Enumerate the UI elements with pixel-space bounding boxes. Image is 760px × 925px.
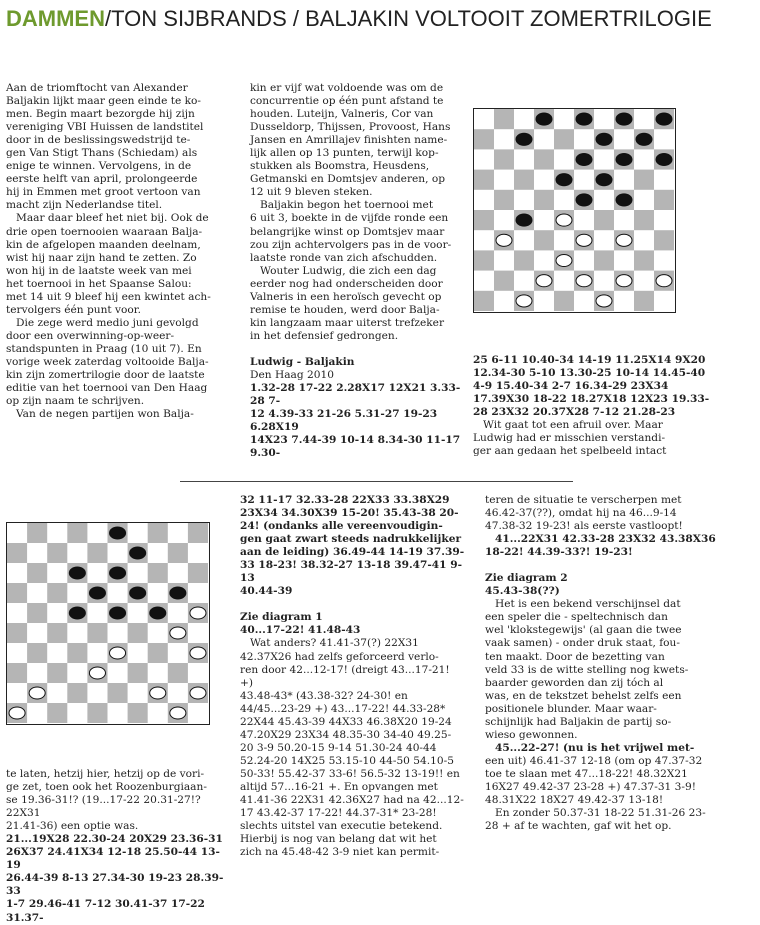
light-square bbox=[594, 109, 614, 130]
light-square bbox=[27, 663, 47, 683]
article-column-5 bbox=[240, 494, 466, 859]
light-square bbox=[27, 543, 47, 563]
light-square bbox=[474, 109, 494, 130]
light-square bbox=[574, 250, 594, 271]
light-square bbox=[168, 643, 188, 663]
dark-square bbox=[47, 623, 67, 643]
light-square bbox=[574, 170, 594, 191]
paragraph: Het is een bekend verschijnsel dat een speler die - speltechnisch dan wel 'klokstegewijs' (al gaan die twee vaak samen) - onder druk staat, fou- ten maakt. Door de bezetting van veld 33 is de witte stelling nog kwets- baarder geworden dan zij tóch al was, en de tekstzet behelst zelfs een positionele blunder. Maar waar- schijnlijk had Baljakin de partij so- wieso gewonnen. bbox=[485, 598, 689, 741]
light-square bbox=[654, 170, 674, 191]
light-square bbox=[87, 563, 107, 583]
game-location: Den Haag 2010 bbox=[250, 368, 334, 381]
black-piece bbox=[110, 607, 126, 619]
light-square bbox=[574, 129, 594, 150]
light-square bbox=[554, 271, 574, 292]
black-piece bbox=[616, 153, 632, 165]
paragraph: teren de situatie te verscherpen met 46.42-37(??), omdat hij na 46...9-14 47.38-32 19-23! als eerste vastloopt! bbox=[485, 494, 683, 533]
white-piece bbox=[656, 275, 672, 287]
light-square bbox=[67, 623, 87, 643]
paragraph: Baljakin begon het toernooi met 6 uit 3, boekte in de vijfde ronde een belangrijke winst op Domtsjev maar zou zijn achtervolgers pas in de voor- laatste ronde van zich afschudden. bbox=[250, 199, 452, 264]
dark-square bbox=[534, 149, 554, 170]
light-square bbox=[188, 583, 208, 603]
dark-square bbox=[7, 583, 27, 603]
dark-square bbox=[27, 523, 47, 543]
light-square bbox=[654, 210, 674, 231]
light-square bbox=[494, 250, 514, 271]
white-piece bbox=[576, 234, 592, 246]
game-moves: 40...17-22! 41.48-43 bbox=[240, 624, 361, 637]
light-square bbox=[188, 623, 208, 643]
dark-square bbox=[474, 170, 494, 191]
game-moves: 32 11-17 32.33-28 22X33 33.38X29 23X34 34.30X39 15-20! 35.43-38 20- 24! (ondanks alle vereenvoudigin- gen gaat zwart steeds nadrukkelijker aan de leiding) 36.49-44 14-19 37.39- 33 18-23! 38.32-27 13-18 39.47-41 9-13 40.44-39 bbox=[240, 494, 465, 598]
light-square bbox=[594, 190, 614, 211]
white-piece bbox=[536, 275, 552, 287]
light-square bbox=[128, 603, 148, 623]
light-square bbox=[188, 543, 208, 563]
diagram-2-reference: Zie diagram 2 bbox=[485, 572, 568, 585]
dark-square bbox=[494, 190, 514, 211]
light-square bbox=[7, 603, 27, 623]
dark-square bbox=[67, 643, 87, 663]
black-piece bbox=[596, 174, 612, 186]
light-square bbox=[87, 643, 107, 663]
white-piece bbox=[89, 667, 105, 679]
light-square bbox=[47, 563, 67, 583]
white-piece bbox=[110, 647, 126, 659]
game-moves: 25 6-11 10.40-34 14-19 11.25X14 9X20 12.34-30 5-10 13.30-25 10-14 14.45-40 4-9 15.40-34 2-7 16.34-29 23X34 17.39X30 18-22 18.27X18 12X23 19.33- 28 23X32 20.37X28 7-12 21.28-23 bbox=[473, 354, 710, 419]
white-piece bbox=[556, 214, 572, 226]
paragraph: Wat anders? 41.41-37(?) 22X31 42.37X26 had zelfs geforceerd verlo- ren door 42...12-17! (dreigt 43...17-21! +) 43.48-43* (43.38-32? 24-30! en 44/45...23-29 +) 43...17-22! 44.33-28* 22X44 45.43-39 44X33 46.38X20 19-24 47.20X29 23X34 48.35-30 34-40 49.25- 20 3-9 50.20-15 9-14 51.30-24 40-44 52.24-20 14X25 53.15-10 44-50 54.10-5 50-33! 55.42-37 33-6! 56.5-32 13-19!! en altijd 57...16-21 +. En opvangen met 41.41-36 22X31 42.36X27 had na 42...12- 17 43.42-37 17-22! 44.37-31* 23-28! slechts uitstel van executie betekend. Hierbij is nog van belang dat wit het zich na 45.48-42 3-9 niet kan permit- bbox=[240, 637, 464, 859]
light-square bbox=[67, 663, 87, 683]
dark-square bbox=[654, 190, 674, 211]
game-moves: 45.43-38(??) bbox=[485, 585, 560, 598]
black-piece bbox=[576, 153, 592, 165]
light-square bbox=[108, 543, 128, 563]
light-square bbox=[87, 683, 107, 703]
dark-square bbox=[654, 230, 674, 251]
light-square bbox=[148, 663, 168, 683]
black-piece bbox=[636, 133, 652, 145]
dark-square bbox=[188, 523, 208, 543]
light-square bbox=[108, 583, 128, 603]
paragraph: 45...22-27! (nu is het vrijwel met- een uit) 46.41-37 12-18 (om op 47.37-32 toe te slaan met 47...18-22! 48.32X21 16X27 49.42-37 23-28 +) 47.37-31 3-9! 48.31X22 18X27 49.42-37 13-18! bbox=[485, 741, 703, 807]
article-column-4 bbox=[6, 768, 232, 925]
dark-square bbox=[47, 543, 67, 563]
light-square bbox=[554, 230, 574, 251]
dark-square bbox=[7, 543, 27, 563]
dark-square bbox=[168, 663, 188, 683]
dark-square bbox=[87, 703, 107, 723]
black-piece bbox=[130, 547, 146, 559]
dark-square bbox=[494, 149, 514, 170]
dark-square bbox=[27, 643, 47, 663]
light-square bbox=[128, 563, 148, 583]
light-square bbox=[27, 703, 47, 723]
white-piece bbox=[29, 687, 45, 699]
black-piece bbox=[110, 527, 126, 539]
black-piece bbox=[596, 133, 612, 145]
dark-square bbox=[554, 129, 574, 150]
light-square bbox=[634, 149, 654, 170]
article-title: /TON SIJBRANDS / BALJAKIN VOLTOOIT ZOMERTRILOGIE bbox=[105, 6, 712, 31]
white-piece bbox=[9, 707, 25, 719]
light-square bbox=[7, 563, 27, 583]
light-square bbox=[148, 623, 168, 643]
dark-square bbox=[554, 291, 574, 311]
dark-square bbox=[494, 271, 514, 292]
article-column-2 bbox=[250, 82, 462, 460]
light-square bbox=[47, 603, 67, 623]
black-piece bbox=[69, 607, 85, 619]
black-piece bbox=[110, 567, 126, 579]
white-piece bbox=[556, 254, 572, 266]
page-header bbox=[6, 2, 712, 36]
dark-square bbox=[514, 170, 534, 191]
white-piece bbox=[616, 275, 632, 287]
paragraph: En zonder 50.37-31 18-22 51.31-26 23- 28 + af te wachten, gaf wit het op. bbox=[485, 807, 706, 833]
light-square bbox=[494, 291, 514, 311]
light-square bbox=[494, 129, 514, 150]
dark-square bbox=[148, 523, 168, 543]
light-square bbox=[188, 703, 208, 723]
light-square bbox=[108, 623, 128, 643]
light-square bbox=[7, 683, 27, 703]
light-square bbox=[534, 291, 554, 311]
light-square bbox=[168, 563, 188, 583]
light-square bbox=[654, 129, 674, 150]
light-square bbox=[168, 683, 188, 703]
light-square bbox=[654, 250, 674, 271]
light-square bbox=[108, 663, 128, 683]
light-square bbox=[7, 643, 27, 663]
dark-square bbox=[594, 250, 614, 271]
white-piece bbox=[170, 707, 186, 719]
white-piece bbox=[150, 687, 166, 699]
diagram-1-svg bbox=[474, 109, 674, 311]
light-square bbox=[574, 210, 594, 231]
paragraph: Maar daar bleef het niet bij. Ook de drie open toernooien waaraan Balja- kin de afgelopen maanden deelnam, wist hij naar zijn hand te zetten. Zo won hij in de laatste week van mei het toernooi in het Spaanse Salou: met 14 uit 9 bleef hij een kwintet ach- tervolgers één punt voor. bbox=[6, 212, 211, 316]
light-square bbox=[128, 523, 148, 543]
light-square bbox=[654, 291, 674, 311]
white-piece bbox=[170, 627, 186, 639]
dark-square bbox=[168, 543, 188, 563]
white-piece bbox=[496, 234, 512, 246]
white-piece bbox=[516, 295, 532, 307]
light-square bbox=[67, 703, 87, 723]
light-square bbox=[67, 583, 87, 603]
dark-square bbox=[67, 683, 87, 703]
paragraph: te laten, hetzij hier, hetzij op de vori- ge zet, toen ook het Roozenburgiaan- se 19.36-31!? (19...17-22 20.31-27!? 22X31 21.41-36) een optie was. bbox=[6, 768, 207, 833]
dark-square bbox=[148, 643, 168, 663]
dark-square bbox=[67, 523, 87, 543]
white-piece bbox=[596, 295, 612, 307]
black-piece bbox=[536, 113, 552, 125]
black-piece bbox=[576, 113, 592, 125]
light-square bbox=[574, 291, 594, 311]
black-piece bbox=[556, 174, 572, 186]
light-square bbox=[534, 170, 554, 191]
light-square bbox=[128, 683, 148, 703]
dark-square bbox=[634, 250, 654, 271]
black-piece bbox=[656, 113, 672, 125]
dark-square bbox=[534, 190, 554, 211]
light-square bbox=[634, 271, 654, 292]
light-square bbox=[7, 523, 27, 543]
game-moves: 1.32-28 17-22 2.28X17 12X21 3.33-28 7- 12 4.39-33 21-26 5.31-27 19-23 6.28X19 14X23 7.44-39 10-14 8.34-30 11-17 9.30- bbox=[250, 382, 461, 460]
light-square bbox=[594, 271, 614, 292]
dark-square bbox=[87, 623, 107, 643]
black-piece bbox=[130, 587, 146, 599]
white-piece bbox=[576, 275, 592, 287]
dark-square bbox=[7, 623, 27, 643]
light-square bbox=[474, 149, 494, 170]
light-square bbox=[614, 129, 634, 150]
black-piece bbox=[150, 607, 166, 619]
black-piece bbox=[616, 194, 632, 206]
article-column-1 bbox=[6, 82, 216, 421]
paragraph: kin er vijf wat voldoende was om de concurrentie op één punt afstand te houden. Luteijn, Valneris, Cor van Dusseldorp, Thijssen, Provoost, Hans Jansen en Amrillajev finishten name- lijk allen op 13 punten, terwijl kop- stukken als Boomstra, Heusdens, Getmanski en Domtsjev anderen, op 12 uit 9 bleven steken. bbox=[250, 82, 451, 199]
light-square bbox=[594, 230, 614, 251]
light-square bbox=[514, 109, 534, 130]
light-square bbox=[474, 271, 494, 292]
light-square bbox=[494, 210, 514, 231]
light-square bbox=[634, 230, 654, 251]
light-square bbox=[27, 583, 47, 603]
diagram-1-reference: Zie diagram 1 bbox=[240, 611, 323, 624]
white-piece bbox=[190, 687, 206, 699]
light-square bbox=[188, 663, 208, 683]
dark-square bbox=[594, 210, 614, 231]
white-piece bbox=[616, 234, 632, 246]
light-square bbox=[494, 170, 514, 191]
light-square bbox=[634, 109, 654, 130]
light-square bbox=[514, 230, 534, 251]
dark-square bbox=[514, 250, 534, 271]
black-piece bbox=[516, 214, 532, 226]
white-piece bbox=[190, 647, 206, 659]
game-moves: 21...19X28 22.30-24 20X29 23.36-31 26X37 24.41X34 12-18 25.50-44 13-19 26.44-39 8-13 27.34-30 19-23 28.39-33 1-7 29.46-41 7-12 30.41-37 17-22 31.37- bbox=[6, 833, 224, 924]
black-piece bbox=[656, 153, 672, 165]
light-square bbox=[514, 190, 534, 211]
game-moves: 41...22X31 42.33-28 23X32 43.38X36 18-22! 44.39-33?! 19-23! bbox=[485, 533, 716, 559]
light-square bbox=[594, 149, 614, 170]
dark-square bbox=[474, 291, 494, 311]
light-square bbox=[514, 271, 534, 292]
diagram-2-board bbox=[6, 522, 210, 725]
light-square bbox=[108, 703, 128, 723]
light-square bbox=[474, 190, 494, 211]
light-square bbox=[148, 583, 168, 603]
black-piece bbox=[69, 567, 85, 579]
article-column-6 bbox=[485, 494, 757, 833]
light-square bbox=[474, 230, 494, 251]
dark-square bbox=[108, 683, 128, 703]
dark-square bbox=[27, 603, 47, 623]
light-square bbox=[87, 523, 107, 543]
dark-square bbox=[148, 563, 168, 583]
light-square bbox=[168, 603, 188, 623]
dark-square bbox=[47, 703, 67, 723]
dark-square bbox=[87, 543, 107, 563]
dark-square bbox=[128, 703, 148, 723]
paragraph: Wit gaat tot een afruil over. Maar Ludwig had er misschien verstandi- ger aan gedaan het spelbeeld intact bbox=[473, 419, 667, 458]
light-square bbox=[87, 603, 107, 623]
paragraph: Wouter Ludwig, die zich een dag eerder nog had onderscheiden door Valneris in een heroïsch gevecht op remise te houden, werd door Balja- kin langzaam maar uiterst trefzeker in het defensief gedrongen. bbox=[250, 264, 445, 342]
light-square bbox=[614, 210, 634, 231]
light-square bbox=[554, 149, 574, 170]
light-square bbox=[634, 190, 654, 211]
dark-square bbox=[474, 210, 494, 231]
light-square bbox=[47, 523, 67, 543]
light-square bbox=[148, 543, 168, 563]
game-heading: Ludwig - Baljakin bbox=[250, 355, 355, 368]
light-square bbox=[554, 190, 574, 211]
light-square bbox=[614, 170, 634, 191]
black-piece bbox=[516, 133, 532, 145]
dark-square bbox=[634, 291, 654, 311]
dark-square bbox=[27, 563, 47, 583]
light-square bbox=[514, 149, 534, 170]
black-piece bbox=[616, 113, 632, 125]
light-square bbox=[148, 703, 168, 723]
dark-square bbox=[188, 563, 208, 583]
light-square bbox=[47, 683, 67, 703]
light-square bbox=[67, 543, 87, 563]
black-piece bbox=[576, 194, 592, 206]
light-square bbox=[27, 623, 47, 643]
dark-square bbox=[7, 663, 27, 683]
diagram-2-svg bbox=[7, 523, 208, 723]
dark-square bbox=[634, 170, 654, 191]
dark-square bbox=[634, 210, 654, 231]
dark-square bbox=[534, 230, 554, 251]
light-square bbox=[534, 250, 554, 271]
section-label: DAMMEN bbox=[6, 6, 105, 31]
light-square bbox=[534, 129, 554, 150]
light-square bbox=[614, 291, 634, 311]
dark-square bbox=[47, 663, 67, 683]
light-square bbox=[534, 210, 554, 231]
black-piece bbox=[170, 587, 186, 599]
light-square bbox=[614, 250, 634, 271]
dark-square bbox=[474, 129, 494, 150]
dark-square bbox=[128, 623, 148, 643]
white-piece bbox=[190, 607, 206, 619]
section-divider bbox=[180, 481, 573, 482]
dark-square bbox=[47, 583, 67, 603]
light-square bbox=[168, 523, 188, 543]
article-column-3 bbox=[473, 354, 757, 458]
dark-square bbox=[474, 250, 494, 271]
light-square bbox=[47, 643, 67, 663]
light-square bbox=[128, 643, 148, 663]
light-square bbox=[554, 109, 574, 130]
paragraph: Die zege werd medio juni gevolgd door een overwinning-op-weer- standspunten in Praag (10 uit 7). En vorige week zaterdag voltooide Balja- kin zijn zomertrilogie door de laatste editie van het toernooi van Den Haag op zijn naam te schrijven. bbox=[6, 316, 209, 408]
black-piece bbox=[89, 587, 105, 599]
dark-square bbox=[494, 109, 514, 130]
diagram-1-board bbox=[473, 108, 676, 313]
dark-square bbox=[128, 663, 148, 683]
paragraph: Aan de triomftocht van Alexander Baljakin lijkt maar geen einde te ko- men. Begin maart bezorgde hij zijn vereniging VBI Huissen de landstitel door in de beslissingswedstrijd te- gen Van Stigt Thans (Schiedam) als enige te winnen. Vervolgens, in de eerste helft van april, prolongeerde hij in Emmen met groot vertoon van macht zijn Nederlandse titel. bbox=[6, 82, 204, 212]
paragraph: Van de negen partijen won Balja- bbox=[16, 408, 194, 421]
